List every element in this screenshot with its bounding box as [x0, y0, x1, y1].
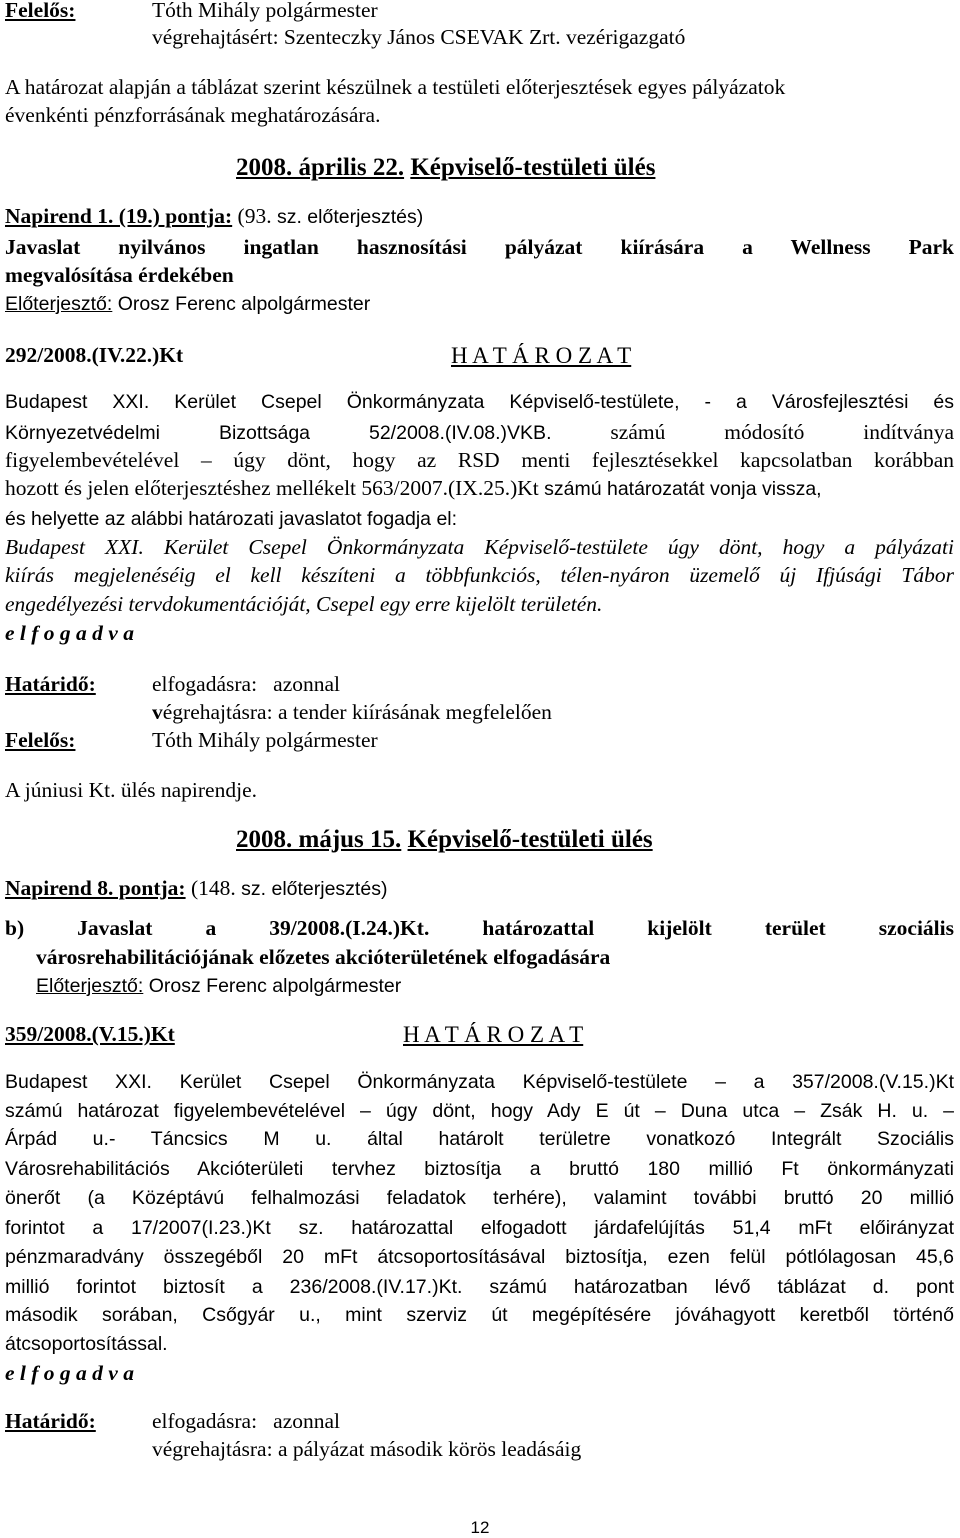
agenda2-ref-rest: sz. előterjesztés)	[241, 878, 388, 900]
agenda-label: Napirend 1. (19.) pontja:	[5, 204, 233, 228]
deadline-value-1: elfogadásra: azonnal	[152, 672, 341, 696]
m2-body-last: átcsoportosítással.	[5, 1333, 168, 1355]
meeting2-title: Képviselő-testületi ülés	[407, 826, 653, 853]
subject-line-1: Javaslat nyilvános ingatlan hasznosítási pályázat kiírására a Wellness Park	[5, 235, 954, 259]
m2-body-line: pénzmaradvány összegéből 20 mFt átcsoportosításával biztosítja, ezen felül pótlólagosan 45,6	[5, 1246, 954, 1268]
agenda2-ref-num: (148.	[190, 876, 236, 900]
deadline2-value-1: elfogadásra: azonnal	[152, 1409, 341, 1433]
m2-body-line: önerőt (a Középtávú felhalmozási feladatok terhére), valamint további bruttó 20 millió	[5, 1187, 954, 1209]
resolution2-title: H A T Á R O Z A T	[403, 1022, 584, 1047]
m1-body-line-1: Budapest XXI. Kerület Csepel Önkormányzata Képviselő-testülete, - a Városfejlesztési és	[5, 391, 954, 413]
adopted-1: e l f o g a d v a	[5, 621, 134, 645]
m1-italic-line-1: Budapest XXI. Kerület Csepel Önkormányzata Képviselő-testülete úgy dönt, hogy a pályázati	[5, 535, 954, 559]
presenter-line-2	[36, 973, 954, 1000]
subject2-line-2: városrehabilitációjának előzetes akcióterületének elfogadására	[36, 945, 611, 969]
m2-body-line: Árpád u.- Táncsics M u. által határolt területre vonatkozó Integrált Szociális	[5, 1128, 954, 1150]
m2-body-line: második sorában, Csőgyár u., mint szerviz út megépítésére jóváhagyott keretből történő	[5, 1304, 954, 1326]
deadline2-value-2: végrehajtásra: a pályázat második körös leadásáig	[152, 1437, 582, 1461]
felelos-row	[5, 0, 954, 24]
m2-body-line: millió forintot biztosít a 236/2008.(IV.17.)Kt. számú határozatban lévő táblázat d. pont	[5, 1276, 954, 1298]
m2-body-line: Városrehabilitációs Akcióterületi tervhez biztosítja a bruttó 180 millió Ft önkormányzati	[5, 1158, 954, 1180]
note-line: A júniusi Kt. ülés napirendje.	[5, 778, 257, 802]
felelos-label: Felelős:	[5, 0, 76, 22]
resolution-title: H A T Á R O Z A T	[451, 343, 632, 368]
presenter-line-1	[5, 291, 954, 318]
deadline-value-2	[152, 699, 552, 726]
deadline-row-1	[5, 671, 954, 698]
m1-italic-line-3: engedélyezési tervdokumentációját, Csepel egy erre kijelölt területén.	[5, 592, 603, 616]
deadline-value-2-rest: égrehajtásra: a tender kiírásának megfelelően	[162, 700, 552, 724]
resolution2-number: 359/2008.(V.15.)Kt	[5, 1022, 175, 1046]
resp-value: Tóth Mihály polgármester	[152, 728, 378, 752]
meeting-date: 2008. április 22.	[236, 154, 405, 181]
m1-body-line-4a: hozott és jelen előterjesztéshez mellékelt 563/2007.(IX.25.)Kt	[5, 476, 539, 500]
m1-body-line-2	[5, 419, 954, 447]
page-number: 12	[470, 1518, 490, 1537]
m2-body-line: számú határozat figyelembevételével – úgy dönt, hogy Ady E út – Duna utca – Zsák H. u. –	[5, 1100, 954, 1122]
m2-body-line: forintot a 17/2007(I.23.)Kt sz. határozattal elfogadott járdafelújítás 51,4 mFt előirányzat	[5, 1217, 954, 1239]
deadline-value-2-initial: v	[152, 700, 163, 724]
resolution-number: 292/2008.(IV.22.)Kt	[5, 343, 184, 367]
m1-body-line-2b: számú módosító indítványa	[610, 420, 955, 444]
resp-label: Felelős:	[5, 728, 76, 752]
agenda-line-1	[5, 203, 954, 231]
resolution-line-1	[5, 342, 954, 369]
agenda2-label: Napirend 8. pontja:	[5, 876, 186, 900]
agenda-ref-num: (93.	[237, 204, 272, 228]
presenter-label: Előterjesztő:	[5, 293, 113, 315]
m1-body-line-4	[5, 475, 954, 503]
resp-row-1	[5, 727, 954, 754]
intro-line-1: A határozat alapján a táblázat szerint készülnek a testületi előterjesztések egyes pályázatok	[5, 75, 786, 99]
subject2-line-1: b) Javaslat a 39/2008.(I.24.)Kt. határozattal kijelölt terület szociális	[5, 916, 954, 940]
adopted-2: e l f o g a d v a	[5, 1361, 134, 1385]
m1-body-line-2a: Környezetvédelmi Bizottsága 52/2008.(IV.08.)VKB.	[5, 422, 552, 444]
m1-body-line-3: figyelembevételével – úgy dönt, hogy az RSD menti fejlesztésekkel kapcsolatban korábban	[5, 448, 954, 472]
deadline2-row-1	[5, 1408, 954, 1435]
presenter-name: Orosz Ferenc alpolgármester	[117, 293, 371, 315]
m2-body-line: Budapest XXI. Kerület Csepel Önkormányzata Képviselő-testülete – a 357/2008.(V.15.)Kt	[5, 1071, 954, 1093]
m1-body-line-4b: számú határozatát vonja vissza,	[544, 478, 822, 500]
meeting-heading-1	[236, 152, 954, 184]
presenter2-name: Orosz Ferenc alpolgármester	[148, 975, 402, 997]
subject-line-2: megvalósítása érdekében	[5, 263, 234, 287]
deadline-label: Határidő:	[5, 672, 96, 696]
felelos-value-2: végrehajtásért: Szenteczky János CSEVAK Zrt. vezérigazgató	[152, 25, 686, 49]
agenda-line-2	[5, 875, 954, 903]
intro-line-2: évenkénti pénzforrásának meghatározására.	[5, 103, 381, 127]
meeting-title: Képviselő-testületi ülés	[410, 154, 656, 181]
presenter2-label: Előterjesztő:	[36, 975, 144, 997]
meeting2-date: 2008. május 15.	[236, 826, 402, 853]
m1-italic-line-2: kiírás megjelenéséig el kell készíteni a többfunkciós, télen-nyáron üzemelő új Ifjúsági Tábor	[5, 563, 954, 587]
resolution-line-2	[5, 1021, 954, 1048]
m1-body-line-5: és helyette az alábbi határozati javaslatot fogadja el:	[5, 508, 458, 530]
agenda-ref-rest: sz. előterjesztés)	[276, 206, 424, 228]
felelos-value: Tóth Mihály polgármester	[152, 0, 378, 22]
deadline2-label: Határidő:	[5, 1409, 96, 1433]
meeting-heading-2	[236, 824, 954, 856]
